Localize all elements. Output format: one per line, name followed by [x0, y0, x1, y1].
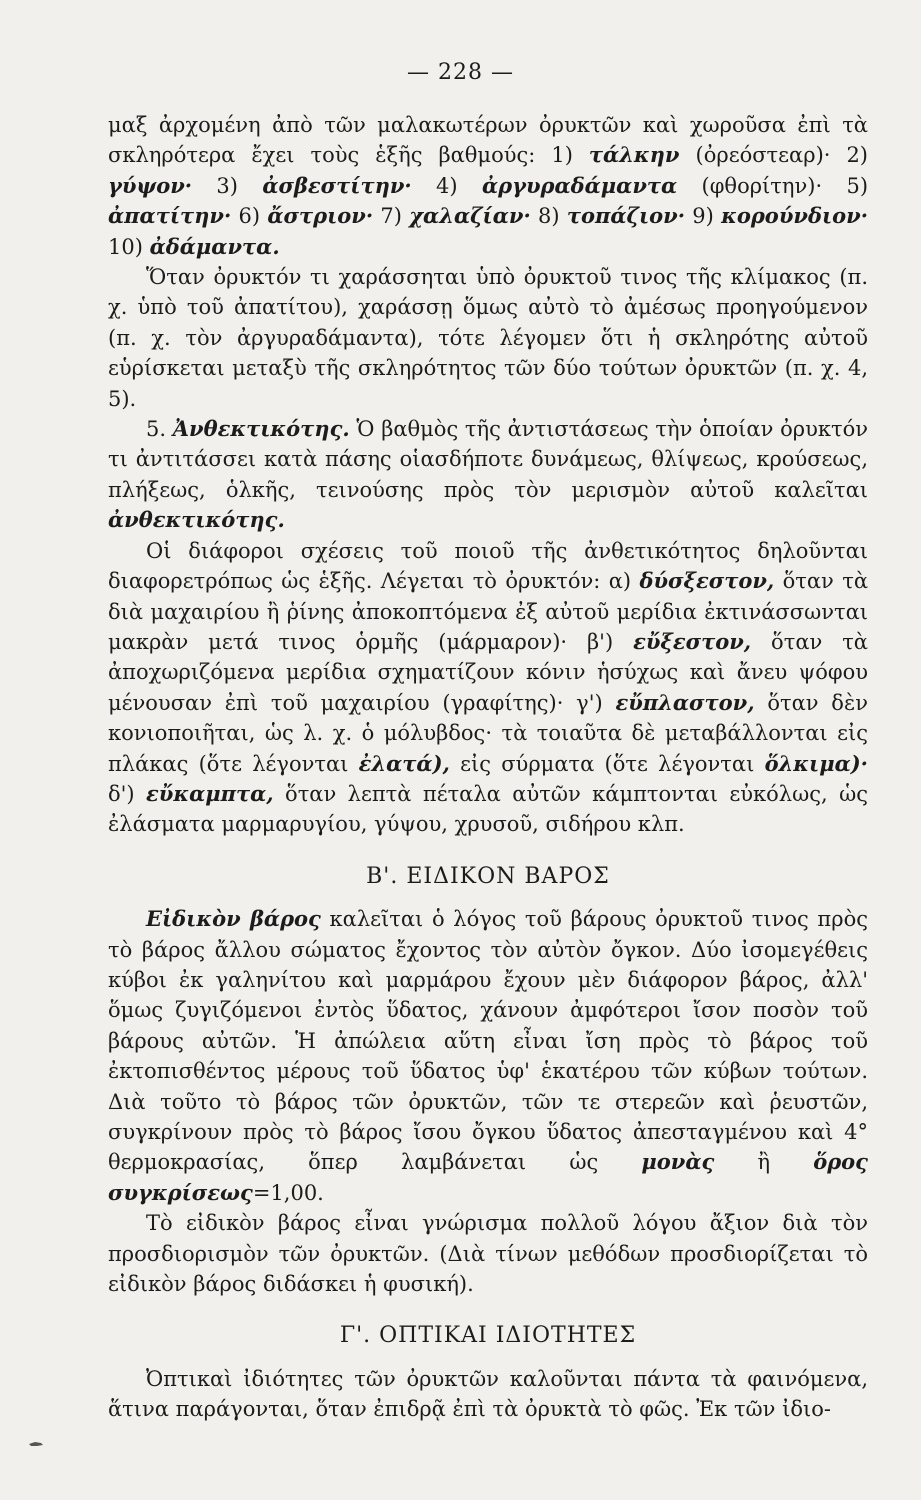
paragraph-hardness-scale: μαξ ἀρχομένη ἀπὸ τῶν μαλακωτέρων ὀρυκτῶν καὶ χωροῦσα ἐπὶ τὰ σκληρότερα ἔχει τοὺς ἑξῆς βαθμούς: 1) τάλκην (ὀρεόστεαρ)· 2) γύψον· 3) ἀσβεστίτην· 4) ἀργυραδάμαντα (φθορίτην)· 5) ἀπατίτην· 6) ἄστριον· 7) χαλαζίαν· 8) τοπάζιον· 9) κορούνδιον· 10) ἀδάμαντα.: [108, 113, 869, 259]
paragraph-specific-gravity-note: Τὸ εἰδικὸν βάρος εἶναι γνώρισμα πολλοῦ λόγου ἄξιον διὰ τὸν προσδιορισμὸν τῶν ὀρυκτῶν. (Διὰ τίνων μεθόδων προσδιορίζεται τὸ εἰδικὸν βάρος διδάσκει ἡ φυσική).: [108, 1211, 868, 1297]
ink-mark-icon: [28, 1438, 44, 1448]
paragraph-specific-gravity: Εἰδικὸν βάρος καλεῖται ὁ λόγος τοῦ βάρους ὀρυκτοῦ τινος πρὸς τὸ βάρος ἄλλου σώματος ἔχοντος τὸν αὐτὸν ὄγκον. Δύο ἰσομεγέθεις κύβοι ἐκ γαληνίτου καὶ μαρμάρου ἔχουν μὲν διάφορον βάρος, ἀλλ' ὅμως ζυγιζόμενοι ἐντὸς ὕδατος, χάνουν ἀμφότεροι ἴσον ποσὸν τοῦ βάρους αὐτῶν. Ἡ ἀπώλεια αὕτη εἶναι ἴση πρὸς τὸ βάρος τοῦ ἐκτοπισθέντος μέρους τοῦ ὕδατος ὑφ' ἑκατέρου τῶν κύβων τούτων. Διὰ τοῦτο τὸ βάρος τῶν ὀρυκτῶν, τῶν τε στερεῶν καὶ ῥευστῶν, συγκρίνουν πρὸς τὸ βάρος ἴσου ὄγκου ὕδατος ἀπεσταγμένου καὶ 4° θερμοκρασίας, ὅπερ λαμβάνεται ὡς μονὰς ἢ ὅρος συγκρίσεως=1,00.: [108, 906, 868, 1205]
page-body: [108, 110, 868, 1425]
paragraph-optical-properties: Ὀπτικαὶ ἰδιότητες τῶν ὀρυκτῶν καλοῦνται πάντα τὰ φαινόμενα, ἅτινα παράγονται, ὅταν ἐπιδρᾷ ἐπὶ τὰ ὀρυκτὰ τὸ φῶς. Ἐκ τῶν ἰδιο-: [108, 1366, 868, 1422]
paragraph-tenacity-types: Οἱ διάφοροι σχέσεις τοῦ ποιοῦ τῆς ἀνθετικότητος δηλοῦνται διαφορετρόπως ὡς ἑξῆς. Λέγεται τὸ ὀρυκτόν: α) δύσξεστον, ὅταν τὰ διὰ μαχαιρίου ἢ ῥίνης ἀποκοπτόμενα ἐξ αὐτοῦ μερίδια ἐκτινάσσωνται μακρὰν μετά τινος ὁρμῆς (μάρμαρον)· β') εὔξεστον, ὅταν τὰ ἀποχωριζόμενα μερίδια σχηματίζουν κόνιν ἡσύχως καὶ ἄνευ ψόφου μένουσαν ἐπὶ τοῦ μαχαιρίου (γραφίτης)· γ') εὔπλαστον, ὅταν δὲν κονιοποιῆται, ὡς λ. χ. ὁ μόλυβδος· τὰ τοιαῦτα δὲ μεταβάλλονται εἰς πλάκας (ὅτε λέγονται ἐλατά), εἰς σύρματα (ὅτε λέγονται ὅλκιμα)· δ') εὔκαμπτα, ὅταν λεπτὰ πέταλα αὐτῶν κάμπτονται εὐκόλως, ὡς ἐλάσματα μαρμαρυγίου, γύψου, χρυσοῦ, σιδήρου κλπ.: [108, 538, 869, 837]
paragraph-scratch-rule: Ὅταν ὀρυκτόν τι χαράσσηται ὑπὸ ὀρυκτοῦ τινος τῆς κλίμακος (π. χ. ὑπὸ τοῦ ἀπατίτου), χαράσσῃ ὅμως αὐτὸ τὸ ἀμέσως προηγούμενον (π. χ. τὸν ἀργυραδάμαντα), τότε λέγομεν ὅτι ἡ σκληρότης αὐτοῦ εὑρίσκεται μεταξὺ τῆς σκληρότητος τῶν δύο τούτων ὀρυκτῶν (π. χ. 4, 5).: [108, 265, 868, 411]
paragraph-tenacity: 5. Ἀνθεκτικότης. Ὁ βαθμὸς τῆς ἀντιστάσεως τὴν ὁποίαν ὀρυκτόν τι ἀντιτάσσει κατὰ πάσης οἱασδήποτε δυνάμεως, θλίψεως, κρούσεως, πλήξεως, ὁλκῆς, τεινούσης πρὸς τὸν μερισμὸν αὐτοῦ καλεῖται ἀνθεκτικότης.: [108, 416, 868, 533]
page-number: — 228 —: [407, 60, 514, 85]
term-tenacity: Ἀνθεκτικότης.: [172, 416, 350, 442]
section-heading-specific-gravity: Β'. ΕΙΔΙΚΟΝ ΒΑΡΟΣ: [366, 863, 610, 889]
section-heading-optical-properties: Γ'. ΟΠΤΙΚΑΙ ΙΔΙΟΤΗΤΕΣ: [339, 1323, 637, 1349]
